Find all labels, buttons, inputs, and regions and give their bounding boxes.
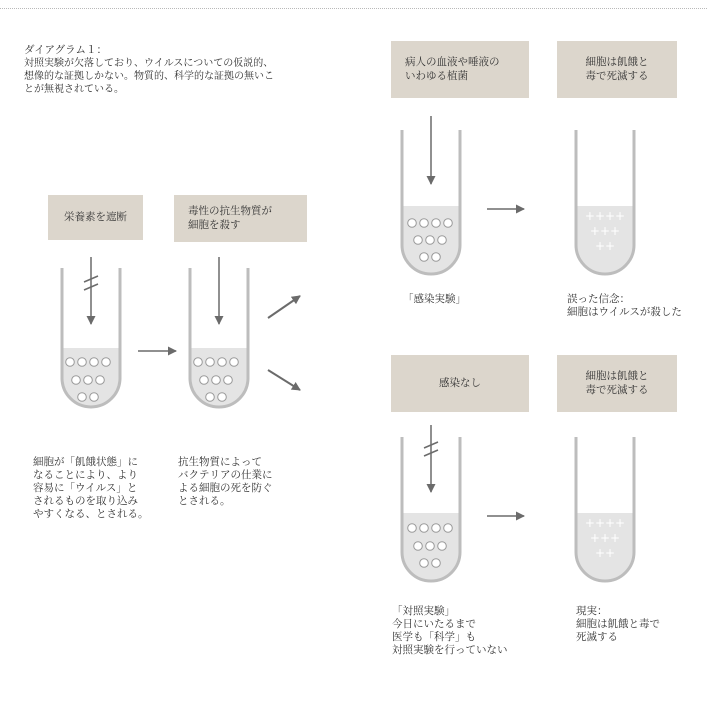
- arrow-blocked-into-control-tube: [424, 425, 438, 492]
- box-cells-die-top: 細胞は飢餓と 毒で死滅する: [557, 41, 677, 98]
- box-block-nutrients: 栄養素を遮断: [48, 195, 143, 240]
- box-no-infection: 感染なし: [391, 355, 529, 412]
- diagram-title: ダイアグラム１：: [24, 44, 108, 56]
- arrow-branch-down: [268, 370, 300, 390]
- dead-cell-markers-bottom: ++++ +++ ++: [584, 516, 626, 560]
- box-toxic-antibiotics: 毒性の抗生物質が 細胞を殺す: [174, 195, 307, 242]
- caption-infection-experiment: 「感染実験」: [403, 293, 466, 305]
- arrow-blocked-into-starved-tube: [84, 257, 98, 324]
- box-cells-die-bottom: 細胞は飢餓と 毒で死滅する: [557, 355, 677, 412]
- arrow-branch-up: [268, 296, 300, 318]
- caption-control-experiment: 「対照実験」 今日にいたるまで 医学も「科学」も 対照実験を行っていない: [392, 605, 508, 656]
- caption-antibiotic: 抗生物質によって バクテリアの仕業に よる細胞の死を防ぐ とされる。: [178, 456, 273, 507]
- caption-false-belief: 誤った信念： 細胞はウイルスが殺した: [567, 293, 682, 318]
- diagram-description: 対照実験が欠落しており、ウイルスについての仮説的、 想像的な証拠しかない。物質的、科学的な証拠の無いこ とが無視されている。: [24, 58, 274, 95]
- box-inoculation: 病人の血液や唾液の いわゆる植菌: [391, 41, 529, 98]
- caption-reality: 現実： 細胞は飢餓と毒で 死滅する: [576, 605, 660, 643]
- dead-cell-markers-top: ++++ +++ ++: [584, 209, 626, 253]
- caption-starvation: 細胞が「飢餓状態」に なることにより、より 容易に「ウイルス」と されるものを取り込み やすくなる、とされる。: [33, 456, 149, 520]
